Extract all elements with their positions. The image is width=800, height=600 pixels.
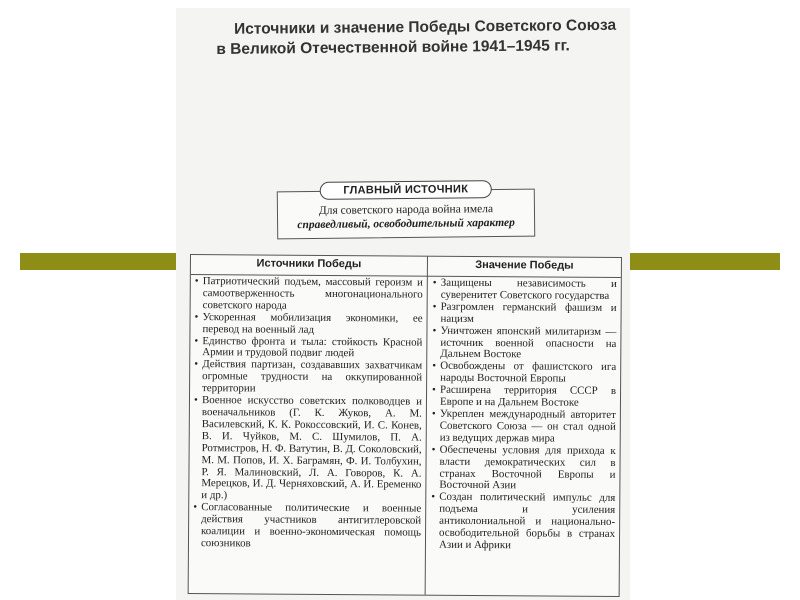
- list-item: • Патриотический подъем, массовый героизм и самоотверженность многонационального советского народа: [195, 276, 423, 313]
- significance-column-header: Значение Победы: [475, 258, 574, 272]
- main-source-header: ГЛАВНЫЙ ИСТОЧНИК: [320, 180, 492, 200]
- list-item: • Укреплен международный авторитет Советского Союза — он стал одной из ведущих держав мира: [432, 409, 616, 446]
- significance-list: [431, 278, 617, 553]
- list-item: • Военное искусство советских полководцев и военачальников (Г. К. Жуков, А. М. Василевский, К. К. Рокоссовский, И. С. Конев, В. И. Чуйков, М. С. Шумилов, П. А. Ротмистров, Н. Ф. Ватутин, В. Д. Соколовский, М. М. Попов, И. Х. Баграмян, Ф. И. Толбухин, Р. Я. Малиновский, Л. А. Говоров, К. А. Мерецков, И. Д. Черняховский, А. И. Еременко и др.): [193, 395, 422, 504]
- list-item: • Уничтожен японский милитаризм — источник военной опасности на Дальнем Востоке: [432, 325, 616, 362]
- list-item: • Разгромлен германский фашизм и нацизм: [433, 302, 617, 327]
- decorative-bar-left: [20, 253, 176, 270]
- list-item: • Защищены независимость и суверенитет Советского государства: [433, 278, 617, 303]
- list-item: • Ускоренная мобилизация экономики, ее перевод на военный лад: [194, 312, 422, 337]
- title-line-1: Источники и значение Победы Советского Союза: [234, 16, 617, 38]
- sources-column-header: Источники Победы: [256, 257, 362, 271]
- title-line-2: в Великой Отечественной войне 1941–1945 гг.: [216, 37, 570, 58]
- victory-table: [188, 254, 622, 597]
- list-item: • Освобождены от фашистского ига народы Восточной Европы: [432, 361, 616, 386]
- list-item: • Согласованные политические и военные действия участников антигитлеровской коалиции и военно-экономическая помощь союзников: [193, 502, 421, 551]
- list-item: • Обеспечены условия для прихода к власти демократических сил в странах Восточной Европы и Восточной Азии: [431, 444, 615, 493]
- main-source-text: Для советского народа война имела: [318, 203, 494, 217]
- main-source-emphasis: справедливый, освободительный характер: [297, 216, 515, 232]
- sources-list: [193, 276, 423, 551]
- list-item: • Действия партизан, создававших захватчикам огромные трудности на оккупированной территории: [194, 359, 422, 396]
- main-source-box: [277, 183, 535, 240]
- column-divider: [425, 257, 428, 595]
- list-item: • Создан политический импульс для подъема и усиления антиколониальной и национально-освободительной борьбы в странах Азии и Африки: [431, 492, 615, 553]
- list-item: • Единство фронта и тыла: стойкость Красной Армии и трудовой подвиг людей: [194, 336, 422, 361]
- decorative-bar-right: [630, 253, 780, 270]
- page-title: [216, 16, 626, 60]
- list-item: • Расширена территория СССР в Европе и на Дальнем Востоке: [432, 385, 616, 410]
